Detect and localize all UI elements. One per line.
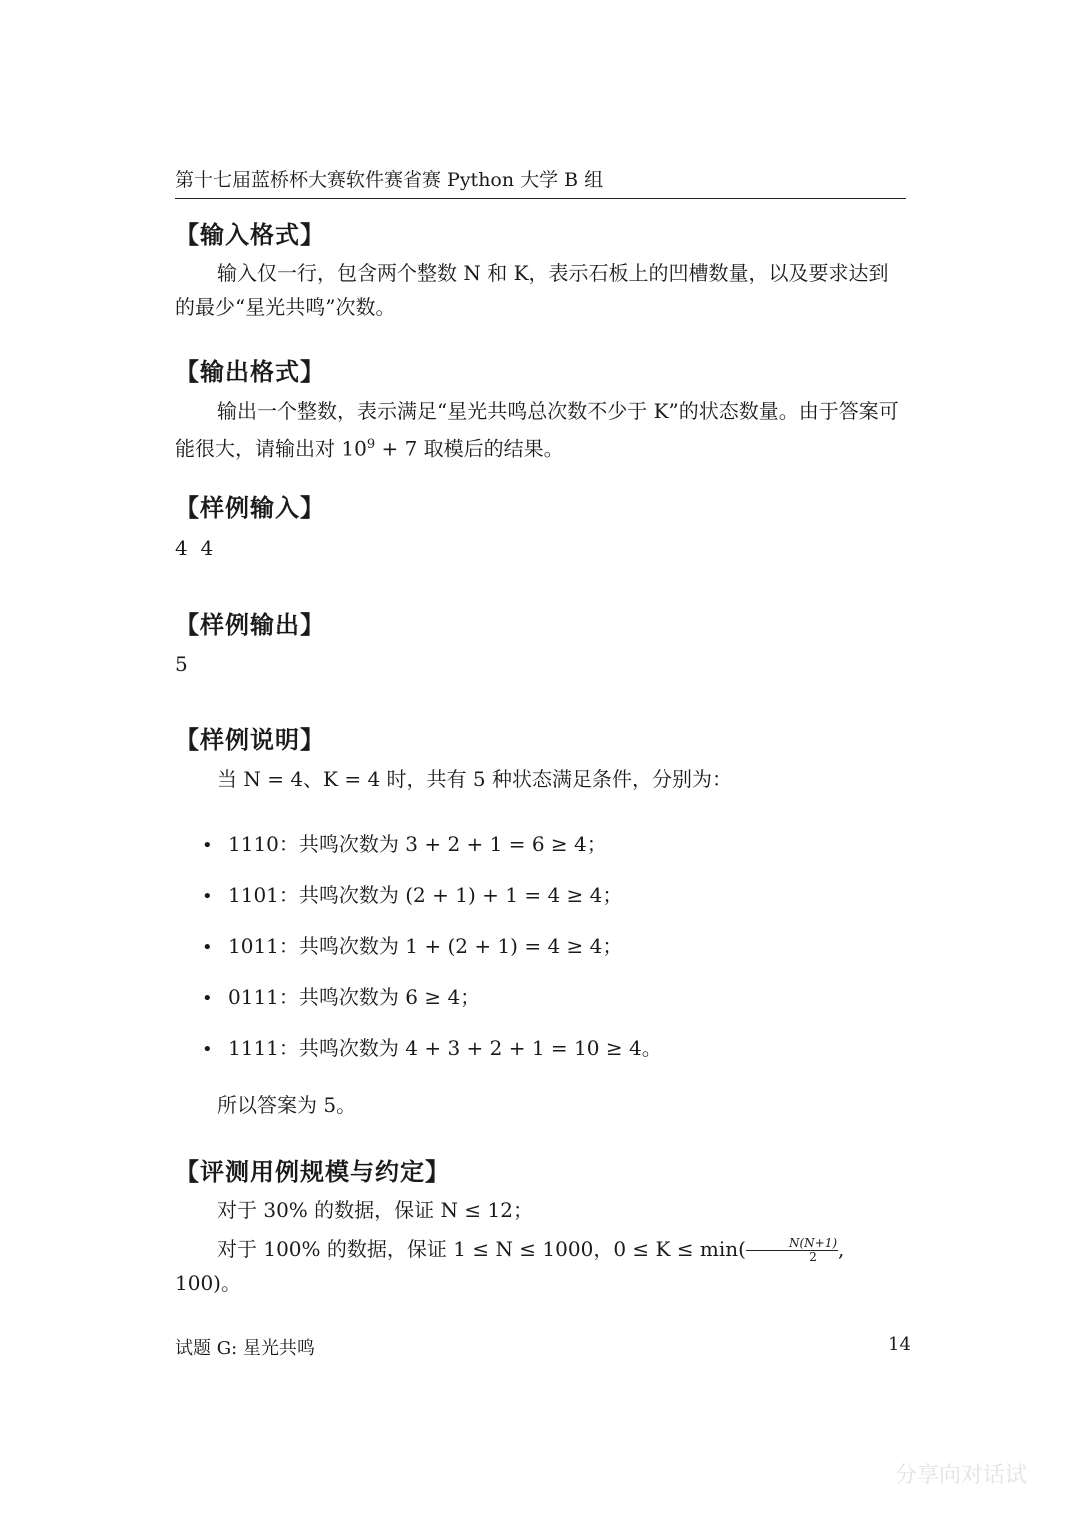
explain-bullet xyxy=(202,879,622,908)
output-format-text-b: + 7 取模后的结果。 xyxy=(375,436,564,461)
sample-input-heading: 【样例输入】 xyxy=(175,494,325,522)
bullet-text: 1110：共鸣次数为 3 + 2 + 1 = 6 ≥ 4； xyxy=(228,832,607,856)
explain-bullet xyxy=(202,981,480,1010)
sample-output-heading: 【样例输出】 xyxy=(175,611,325,639)
watermark: 分享向对话试 xyxy=(895,1463,1028,1488)
input-format-heading: 【输入格式】 xyxy=(175,221,325,249)
fraction-numerator: N(N+1) xyxy=(746,1237,838,1251)
bullet-text: 1101：共鸣次数为 (2 + 1) + 1 = 4 ≥ 4； xyxy=(228,883,623,907)
bullet-dot-icon: • xyxy=(202,937,213,958)
input-format-text: 输入仅一行，包含两个整数 N 和 K，表示石板上的凹槽数量，以及要求达到的最少“星光共鸣”次数。 xyxy=(175,261,889,319)
output-format-text xyxy=(175,394,906,466)
bullet-dot-icon: • xyxy=(202,886,213,907)
bullet-text: 0111：共鸣次数为 6 ≥ 4； xyxy=(228,985,481,1009)
sample-explain-heading: 【样例说明】 xyxy=(175,726,325,754)
fraction-denominator: 2 xyxy=(809,1250,817,1264)
constraints-heading: 【评测用例规模与约定】 xyxy=(175,1158,450,1186)
fraction xyxy=(746,1237,838,1264)
constraints-line-2-a: 对于 100% 的数据，保证 1 ≤ N ≤ 1000，0 ≤ K ≤ min( xyxy=(217,1237,746,1261)
sample-input-value: 4 4 xyxy=(175,536,214,560)
constraints-line-2 xyxy=(175,1232,906,1300)
footer-page-number: 14 xyxy=(888,1334,911,1355)
bullet-text: 1011：共鸣次数为 1 + (2 + 1) = 4 ≥ 4； xyxy=(228,934,623,958)
sample-output-value: 5 xyxy=(175,652,188,676)
sample-explain-conclusion: 所以答案为 5。 xyxy=(217,1093,357,1117)
output-format-heading: 【输出格式】 xyxy=(175,358,325,386)
bullet-text: 1111：共鸣次数为 4 + 3 + 2 + 1 = 10 ≥ 4。 xyxy=(228,1036,662,1060)
bullet-dot-icon: • xyxy=(202,1039,213,1060)
running-header: 第十七届蓝桥杯大赛软件赛省赛 Python 大学 B 组 xyxy=(175,165,906,199)
explain-bullet xyxy=(202,930,622,959)
bullet-dot-icon: • xyxy=(202,835,213,856)
bullet-dot-icon: • xyxy=(202,988,213,1009)
sample-explain-intro: 当 N = 4、K = 4 时，共有 5 种状态满足条件，分别为： xyxy=(217,767,732,791)
constraints-line-2-b: , 100)。 xyxy=(175,1237,845,1295)
constraints-line-1: 对于 30% 的数据，保证 N ≤ 12； xyxy=(217,1198,533,1222)
explain-bullet xyxy=(202,1032,662,1061)
output-format-text-a: 输出一个整数，表示满足“星光共鸣总次数不少于 K”的状态数量。由于答案可能很大，请输出对 10 xyxy=(175,399,899,461)
explain-bullet xyxy=(202,828,607,857)
exponent: 9 xyxy=(366,437,376,452)
footer-problem-title: 试题 G: 星光共鸣 xyxy=(175,1338,315,1359)
